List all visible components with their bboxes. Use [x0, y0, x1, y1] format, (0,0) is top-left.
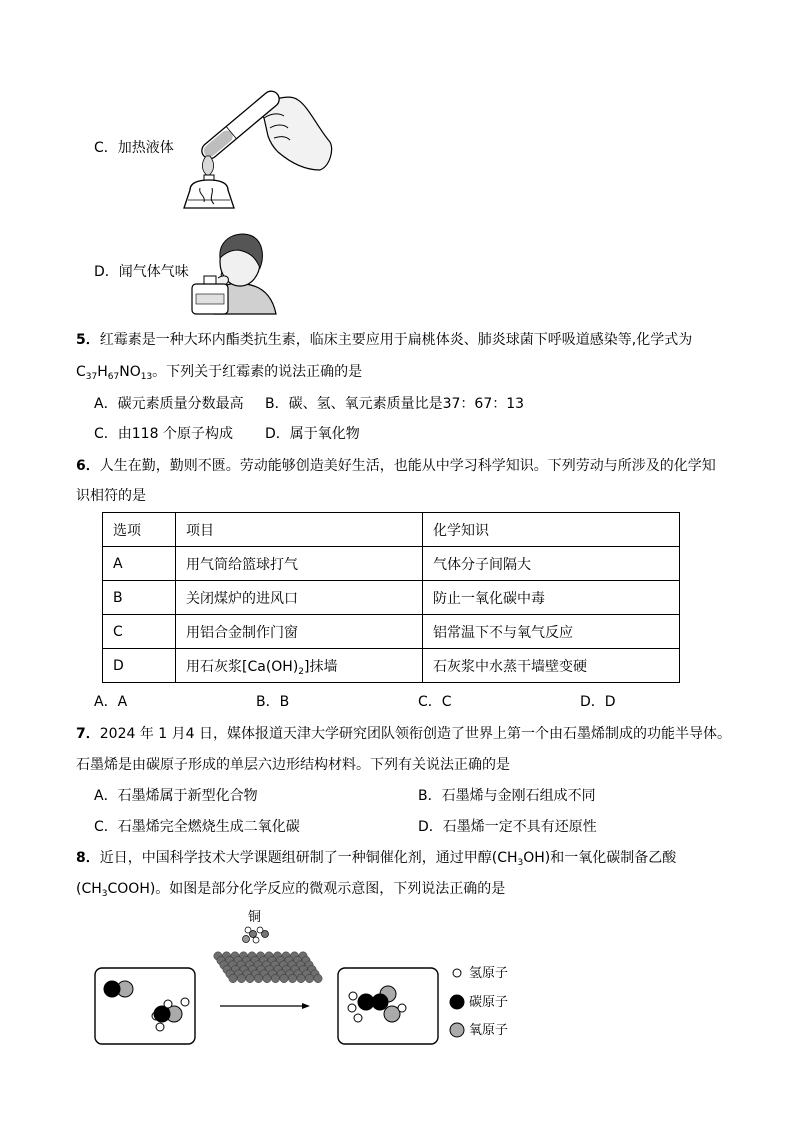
table-cell: D [103, 649, 176, 683]
q5-stem-line2 [76, 362, 362, 382]
formula-h: H [97, 364, 108, 380]
table-cell: 石灰浆中水蒸干墙壁变硬 [423, 649, 680, 683]
q5-option-a: A．碳元素质量分数最高 [94, 396, 244, 412]
q6-option-a: A．A [94, 694, 128, 710]
reactants-box [95, 968, 195, 1044]
table-header-cell: 项目 [176, 513, 423, 547]
d-item-sub: 2 [298, 666, 305, 677]
q7-option-c: C．石墨烯完全燃烧生成二氧化碳 [94, 819, 300, 835]
q7-number: 7． [76, 726, 100, 742]
copper-label: 铜 [248, 910, 262, 925]
copper-atom [288, 974, 296, 982]
copper-atom [271, 974, 279, 982]
copper-atom [314, 974, 322, 982]
q7-stem-line2: 石墨烯是由碳原子形成的单层六边形结构材料。下列有关说法正确的是 [76, 757, 510, 773]
q6-option-b: B．B [256, 694, 290, 710]
q8-stem-a: 近日，中国科学技术大学课题组研制了一种铜催化剂，通过甲醇(CH [99, 850, 518, 866]
table-cell: 关闭煤炉的进风口 [176, 581, 423, 615]
table-row [103, 547, 680, 581]
q7-option-b: B．石墨烯与金刚石组成不同 [418, 788, 596, 804]
table-header-cell: 选项 [103, 513, 176, 547]
table-cell: A [103, 547, 176, 581]
q7-option-d: D．石墨烯一定不具有还原性 [418, 819, 597, 835]
q7-option-a: A．石墨烯属于新型化合物 [94, 788, 258, 804]
legend-oxygen-label: 氧原子 [469, 1023, 509, 1038]
copper-atom [254, 974, 262, 982]
q8-stem-line2 [76, 879, 505, 899]
legend-carbon-label: 碳原子 [469, 995, 509, 1010]
q7-stem-text: 2024 年 1 月4 日，媒体报道天津大学研究团队领衔创造了世界上第一个由石墨烯制成的功能半导体。 [99, 726, 731, 742]
q6-option-c: C．C [418, 694, 452, 710]
q8-stem2-a: (CH [76, 881, 102, 897]
d-item-text: 用石灰浆[Ca(OH) [186, 658, 299, 675]
q5-stem-rest: 。下列关于红霉素的说法正确的是 [152, 364, 363, 380]
table-cell: 防止一氧化碳中毒 [423, 581, 680, 615]
hydrogen-legend-icon [453, 969, 461, 977]
q8-stem-line1 [76, 848, 676, 868]
formula-c-sub: 37 [85, 372, 98, 382]
q4-option-c: C．加热液体 [94, 140, 174, 156]
copper-atom [280, 974, 288, 982]
q5-stem-line1 [76, 330, 692, 350]
reaction-diagram [90, 924, 530, 1049]
q5-number: 5． [76, 332, 100, 348]
copper-atom [305, 974, 313, 982]
q6-table [102, 512, 680, 683]
q4-option-d: D．闻气体气味 [94, 264, 189, 280]
table-cell: 气体分子间隔大 [423, 547, 680, 581]
q8-stem2-b: COOH)。如图是部分化学反应的微观示意图，下列说法正确的是 [107, 881, 506, 897]
formula-o-sub: 13 [140, 372, 153, 382]
q5-option-b: B．碳、氢、氧元素质量比是37：67：13 [265, 396, 525, 412]
q6-number: 6． [76, 458, 100, 474]
copper-atom [237, 974, 245, 982]
table-cell: C [103, 615, 176, 649]
table-cell: 用气筒给篮球打气 [176, 547, 423, 581]
table-row [103, 615, 680, 649]
q6-stem-line1 [76, 456, 716, 476]
q7-stem-line1 [76, 724, 731, 744]
table-header-cell: 化学知识 [423, 513, 680, 547]
formula-h-sub: 67 [107, 372, 120, 382]
legend [450, 969, 464, 1037]
q5-option-d: D．属于氧化物 [265, 426, 360, 442]
table-cell: B [103, 581, 176, 615]
table-cell [176, 649, 423, 683]
table-cell: 用铝合金制作门窗 [176, 615, 423, 649]
carbon-legend-icon [450, 995, 464, 1009]
q8-number: 8． [76, 850, 100, 866]
copper-catalyst-adsorbed-molecules [243, 927, 269, 943]
table-header-row [103, 513, 680, 547]
table-cell: 铝常温下不与氧气反应 [423, 615, 680, 649]
q8-stem-b: OH)和一氧化碳制备乙酸 [523, 850, 677, 866]
formula-no: NO [119, 364, 141, 380]
smelling-gas-illustration [190, 228, 280, 316]
heating-liquid-illustration [178, 78, 338, 223]
q8-stem-sub: 3 [517, 858, 524, 868]
q6-stem-text: 人生在勤，勤则不匮。劳动能够创造美好生活，也能从中学习科学知识。下列劳动与所涉及的化学知 [99, 458, 716, 474]
table-row [103, 581, 680, 615]
table-row [103, 649, 680, 683]
q5-stem-text: 红霉素是一种大环内酯类抗生素，临床主要应用于扁桃体炎、肺炎球菌下呼吸道感染等,化学式为 [99, 332, 693, 348]
d-item-tail: ]抹墙 [304, 658, 338, 675]
copper-atom [263, 974, 271, 982]
legend-hydrogen-label: 氢原子 [469, 966, 509, 981]
q6-stem-line2: 识相符的是 [76, 488, 146, 504]
copper-lattice [214, 952, 322, 983]
copper-atom [297, 974, 305, 982]
copper-atom [229, 974, 237, 982]
q8-stem2-sub: 3 [101, 889, 108, 899]
arrow-head [302, 1003, 310, 1009]
copper-atom [246, 974, 254, 982]
q5-option-c: C．由118 个原子构成 [94, 426, 233, 442]
q6-option-d: D．D [580, 694, 616, 710]
formula-c: C [76, 364, 86, 380]
oxygen-legend-icon [450, 1023, 464, 1037]
